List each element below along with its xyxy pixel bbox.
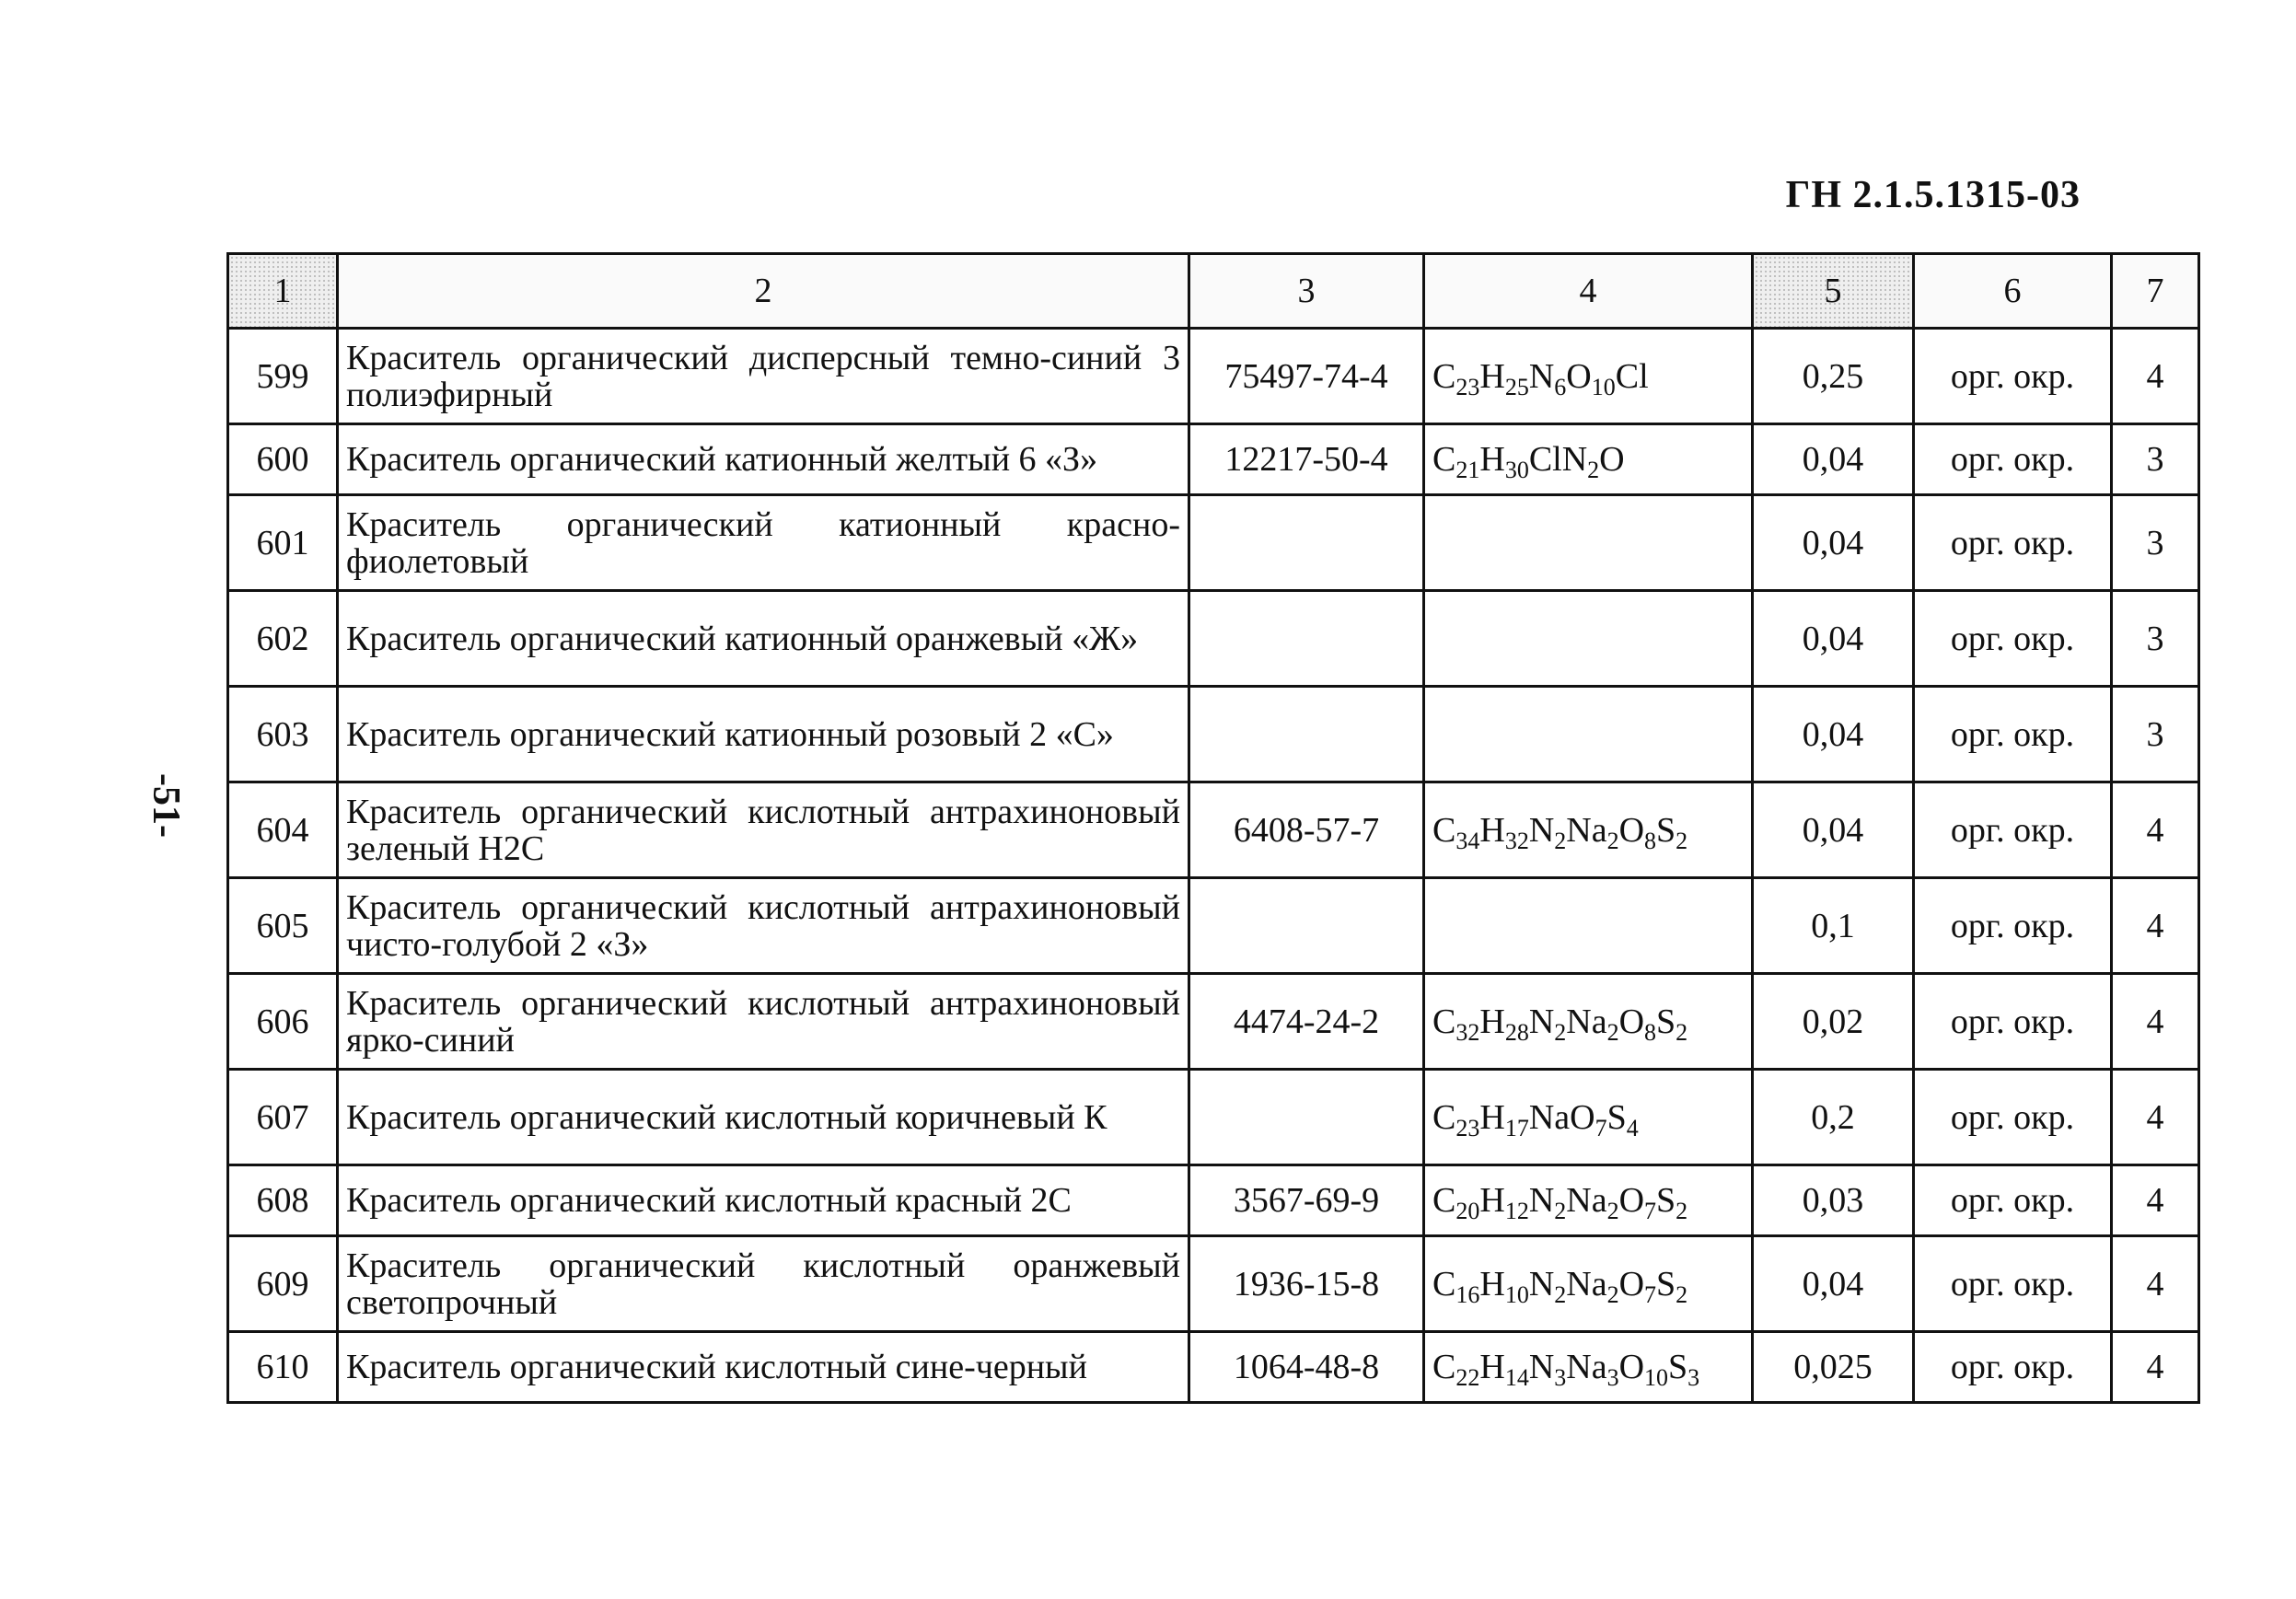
cas-number-cell xyxy=(1189,687,1424,782)
table-row xyxy=(228,687,2199,782)
row-number-cell xyxy=(228,974,338,1070)
hazard-class-text: 4 xyxy=(2146,1097,2164,1137)
hazard-class-text: 4 xyxy=(2146,906,2164,945)
cas-number-cell xyxy=(1189,974,1424,1070)
concentration-value-text: 0,25 xyxy=(1802,356,1864,396)
cas-number-cell xyxy=(1189,1236,1424,1332)
substance-name-text: Краситель органический кислотный красный 2С xyxy=(346,1181,1072,1220)
table-row xyxy=(228,974,2199,1070)
substance-name-cell xyxy=(338,591,1189,687)
cas-number-cell xyxy=(1189,1332,1424,1403)
formula-cell xyxy=(1424,424,1753,495)
concentration-value-text: 0,03 xyxy=(1802,1181,1864,1220)
concentration-value-cell xyxy=(1753,1070,1914,1165)
hazard-indicator-cell xyxy=(1914,1165,2112,1236)
cas-number-cell xyxy=(1189,1165,1424,1236)
hazard-indicator-cell xyxy=(1914,329,2112,424)
hazard-indicator-text: орг. окр. xyxy=(1950,1264,2075,1304)
hazard-indicator-text: орг. окр. xyxy=(1950,714,2075,754)
concentration-value-text: 0,1 xyxy=(1811,906,1855,945)
table-row xyxy=(228,782,2199,878)
substance-name-text: Краситель органический кислотный антрахиноновый чисто-голубой 2 «З» xyxy=(346,887,1180,964)
substance-name-text: Краситель органический катионный желтый 6 «З» xyxy=(346,440,1098,479)
table-row xyxy=(228,1070,2199,1165)
row-number-text: 605 xyxy=(256,906,309,945)
concentration-value-text: 0,02 xyxy=(1802,1002,1864,1041)
row-number-cell xyxy=(228,329,338,424)
hazard-indicator-text: орг. окр. xyxy=(1950,1002,2075,1041)
substance-name-text: Краситель органический кислотный антрахиноновый зеленый Н2С xyxy=(346,792,1180,868)
table-row xyxy=(228,495,2199,591)
hazard-indicator-text: орг. окр. xyxy=(1950,1097,2075,1137)
row-number-cell xyxy=(228,782,338,878)
substance-name-text: Краситель органический катионный красно-фиолетовый xyxy=(346,504,1180,581)
document-code: ГН 2.1.5.1315-03 xyxy=(1785,174,2081,216)
column-header-7: 7 xyxy=(2112,254,2199,329)
formula-text: $C_{34}H_{32}N_2Na_2O_8S_2$ xyxy=(1432,810,1688,854)
formula-text: $C_{21}H_{30}ClN_2O$ xyxy=(1432,440,1625,483)
substance-name-text: Краситель органический кислотный оранжевый светопрочный xyxy=(346,1246,1180,1322)
hazard-class-cell xyxy=(2112,1165,2199,1236)
cas-number-text: 3567-69-9 xyxy=(1233,1181,1380,1220)
concentration-value-text: 0,2 xyxy=(1811,1097,1855,1137)
substance-name-cell xyxy=(338,424,1189,495)
page-number: -51- xyxy=(145,773,187,838)
hazard-indicator-text: орг. окр. xyxy=(1950,810,2075,850)
row-number-text: 602 xyxy=(256,619,309,658)
row-number-text: 607 xyxy=(256,1097,309,1137)
substance-name-text: Краситель органический катионный оранжевый «Ж» xyxy=(346,619,1139,658)
formula-cell xyxy=(1424,1236,1753,1332)
formula-text: $C_{32}H_{28}N_2Na_2O_8S_2$ xyxy=(1432,1002,1688,1046)
hazard-indicator-text: орг. окр. xyxy=(1950,906,2075,945)
row-number-cell xyxy=(228,878,338,974)
substance-name-text: Краситель органический катионный розовый 2 «С» xyxy=(346,714,1114,754)
hazard-indicator-cell xyxy=(1914,591,2112,687)
column-header-5: 5 xyxy=(1753,254,1914,329)
table-row xyxy=(228,1236,2199,1332)
row-number-text: 610 xyxy=(256,1348,309,1386)
cas-number-text: 1936-15-8 xyxy=(1233,1264,1380,1304)
table-body xyxy=(228,329,2199,1403)
hazard-indicator-cell xyxy=(1914,782,2112,878)
hazard-indicator-cell xyxy=(1914,687,2112,782)
cas-number-cell xyxy=(1189,329,1424,424)
hazard-class-cell xyxy=(2112,424,2199,495)
cas-number-text: 6408-57-7 xyxy=(1233,810,1380,850)
cas-number-cell xyxy=(1189,591,1424,687)
concentration-value-cell xyxy=(1753,1236,1914,1332)
cas-number-cell xyxy=(1189,878,1424,974)
hazard-indicator-text: орг. окр. xyxy=(1950,523,2075,562)
cas-number-cell xyxy=(1189,424,1424,495)
row-number-cell xyxy=(228,495,338,591)
substance-name-text: Краситель органический дисперсный темно-синий 3 полиэфирный xyxy=(346,338,1180,414)
hazard-class-text: 4 xyxy=(2146,1264,2164,1304)
substance-name-cell xyxy=(338,687,1189,782)
hazard-indicator-text: орг. окр. xyxy=(1950,1181,2075,1220)
formula-text: $C_{22}H_{14}N_3Na_3O_{10}S_3$ xyxy=(1432,1348,1700,1391)
row-number-text: 603 xyxy=(256,714,309,754)
hazard-indicator-text: орг. окр. xyxy=(1950,440,2075,479)
table-row xyxy=(228,1332,2199,1403)
concentration-value-cell xyxy=(1753,329,1914,424)
column-header-3: 3 xyxy=(1189,254,1424,329)
table-header-row xyxy=(228,254,2199,329)
table-row xyxy=(228,1165,2199,1236)
row-number-text: 604 xyxy=(256,810,309,850)
substance-name-cell xyxy=(338,329,1189,424)
hazard-class-text: 4 xyxy=(2146,810,2164,850)
table-row xyxy=(228,424,2199,495)
hazard-class-text: 3 xyxy=(2146,619,2164,658)
concentration-value-cell xyxy=(1753,1332,1914,1403)
formula-cell xyxy=(1424,1070,1753,1165)
concentration-value-text: 0,04 xyxy=(1802,440,1864,479)
hazard-class-cell xyxy=(2112,974,2199,1070)
hazard-class-cell xyxy=(2112,782,2199,878)
substances-table xyxy=(226,252,2200,1404)
row-number-cell xyxy=(228,1070,338,1165)
substance-name-cell xyxy=(338,495,1189,591)
hazard-indicator-text: орг. окр. xyxy=(1950,619,2075,658)
cas-number-cell xyxy=(1189,782,1424,878)
row-number-text: 606 xyxy=(256,1002,309,1041)
row-number-cell xyxy=(228,424,338,495)
concentration-value-cell xyxy=(1753,1165,1914,1236)
row-number-text: 609 xyxy=(256,1264,309,1304)
hazard-indicator-text: орг. окр. xyxy=(1950,1348,2075,1386)
hazard-indicator-cell xyxy=(1914,495,2112,591)
concentration-value-cell xyxy=(1753,687,1914,782)
cas-number-cell xyxy=(1189,495,1424,591)
concentration-value-cell xyxy=(1753,495,1914,591)
hazard-class-cell xyxy=(2112,329,2199,424)
row-number-cell xyxy=(228,1165,338,1236)
hazard-indicator-cell xyxy=(1914,1332,2112,1403)
hazard-class-text: 4 xyxy=(2146,1002,2164,1041)
concentration-value-text: 0,025 xyxy=(1793,1348,1873,1386)
formula-cell xyxy=(1424,1332,1753,1403)
concentration-value-text: 0,04 xyxy=(1802,810,1864,850)
substance-name-cell xyxy=(338,1236,1189,1332)
cas-number-text: 1064-48-8 xyxy=(1233,1348,1380,1386)
cas-number-text: 12217-50-4 xyxy=(1224,440,1388,479)
row-number-text: 599 xyxy=(256,356,309,396)
hazard-class-cell xyxy=(2112,878,2199,974)
hazard-class-cell xyxy=(2112,1332,2199,1403)
concentration-value-cell xyxy=(1753,782,1914,878)
row-number-text: 600 xyxy=(256,440,309,479)
hazard-class-text: 3 xyxy=(2146,523,2164,562)
table-row xyxy=(228,878,2199,974)
hazard-indicator-text: орг. окр. xyxy=(1950,356,2075,396)
formula-cell xyxy=(1424,1165,1753,1236)
column-header-6: 6 xyxy=(1914,254,2112,329)
hazard-indicator-cell xyxy=(1914,424,2112,495)
hazard-class-cell xyxy=(2112,1236,2199,1332)
hazard-indicator-cell xyxy=(1914,1236,2112,1332)
row-number-cell xyxy=(228,687,338,782)
hazard-class-cell xyxy=(2112,687,2199,782)
formula-text: $C_{20}H_{12}N_2Na_2O_7S_2$ xyxy=(1432,1181,1688,1224)
hazard-class-cell xyxy=(2112,1070,2199,1165)
substance-name-cell xyxy=(338,782,1189,878)
hazard-class-text: 4 xyxy=(2146,1348,2164,1386)
concentration-value-text: 0,04 xyxy=(1802,619,1864,658)
formula-cell xyxy=(1424,878,1753,974)
column-header-4: 4 xyxy=(1424,254,1753,329)
formula-cell xyxy=(1424,974,1753,1070)
concentration-value-cell xyxy=(1753,878,1914,974)
concentration-value-cell xyxy=(1753,424,1914,495)
column-header-1: 1 xyxy=(228,254,338,329)
hazard-class-cell xyxy=(2112,591,2199,687)
substance-name-text: Краситель органический кислотный коричневый К xyxy=(346,1097,1107,1137)
row-number-cell xyxy=(228,591,338,687)
table-row xyxy=(228,591,2199,687)
concentration-value-text: 0,04 xyxy=(1802,523,1864,562)
row-number-cell xyxy=(228,1332,338,1403)
formula-cell xyxy=(1424,495,1753,591)
cas-number-text: 4474-24-2 xyxy=(1233,1002,1380,1041)
concentration-value-text: 0,04 xyxy=(1802,714,1864,754)
substance-name-cell xyxy=(338,878,1189,974)
hazard-class-text: 3 xyxy=(2146,714,2164,754)
hazard-class-text: 4 xyxy=(2146,1181,2164,1220)
row-number-cell xyxy=(228,1236,338,1332)
formula-cell xyxy=(1424,591,1753,687)
substance-name-cell xyxy=(338,1332,1189,1403)
cas-number-cell xyxy=(1189,1070,1424,1165)
substance-name-cell xyxy=(338,1070,1189,1165)
hazard-indicator-cell xyxy=(1914,1070,2112,1165)
cas-number-text: 75497-74-4 xyxy=(1224,356,1388,396)
hazard-class-text: 3 xyxy=(2146,440,2164,479)
formula-cell xyxy=(1424,687,1753,782)
column-header-2: 2 xyxy=(338,254,1189,329)
row-number-text: 601 xyxy=(256,523,309,562)
hazard-class-cell xyxy=(2112,495,2199,591)
concentration-value-cell xyxy=(1753,591,1914,687)
formula-text: $C_{23}H_{25}N_6O_{10}Cl$ xyxy=(1432,356,1649,400)
substance-name-cell xyxy=(338,1165,1189,1236)
hazard-class-text: 4 xyxy=(2146,356,2164,396)
substance-name-text: Краситель органический кислотный антрахиноновый ярко-синий xyxy=(346,983,1180,1060)
hazard-indicator-cell xyxy=(1914,974,2112,1070)
concentration-value-cell xyxy=(1753,974,1914,1070)
hazard-indicator-cell xyxy=(1914,878,2112,974)
formula-cell xyxy=(1424,782,1753,878)
substance-name-cell xyxy=(338,974,1189,1070)
concentration-value-text: 0,04 xyxy=(1802,1264,1864,1304)
row-number-text: 608 xyxy=(256,1181,309,1220)
formula-text: $C_{23}H_{17}NaO_7S_4$ xyxy=(1432,1097,1639,1141)
formula-text: $C_{16}H_{10}N_2Na_2O_7S_2$ xyxy=(1432,1264,1688,1308)
substance-name-text: Краситель органический кислотный сине-черный xyxy=(346,1348,1087,1386)
formula-cell xyxy=(1424,329,1753,424)
table-row xyxy=(228,329,2199,424)
